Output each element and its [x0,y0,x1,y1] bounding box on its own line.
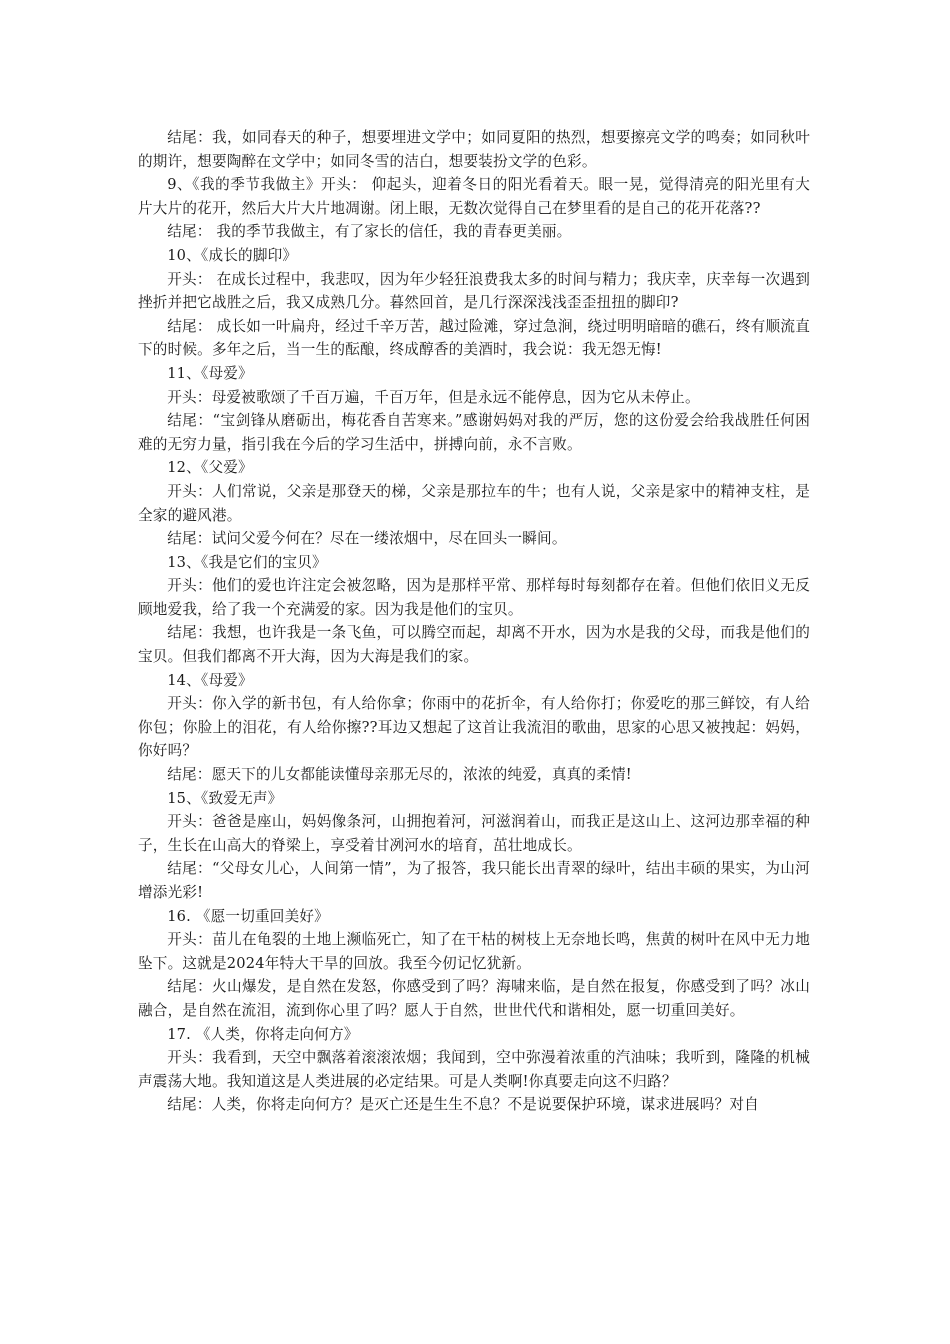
paragraph-item-10-ending: 结尾： 成长如一叶扁舟，经过千辛万苦，越过险滩，穿过急涧，绕过明明暗暗的礁石，终有顺流直下的时候。多年之后，当一生的酝酿，终成醇香的美酒时，我会说：我无怨无悔! [138,317,810,359]
paragraph-item-16-ending: 结尾：火山爆发，是自然在发怒，你感受到了吗？海啸来临，是自然在报复，你感受到了吗？冰山融合，是自然在流泪，流到你心里了吗？愿人于自然，世世代代和谐相处，愿一切重回美好。 [138,978,810,1019]
heading-item-15: 15、《致爱无声》 [167,789,283,807]
paragraph-item-16-opening: 开头：苗儿在龟裂的土地上濒临死亡，知了在干枯的树枝上无奈地长鸣，焦黄的树叶在风中无力地坠下。这就是2024年特大干旱的回放。我至今仞记忆犹新。 [138,931,810,972]
paragraph-item-11-ending: 结尾：“宝剑锋从磨砺出，梅花香自苦寒来。”感谢妈妈对我的严厉，您的这份爱会给我战胜任何困难的无穷力量，指引我在今后的学习生活中，拼搏向前，永不言败。 [138,412,810,453]
paragraph-item-12-opening: 开头：人们常说，父亲是那登天的梯，父亲是那拉车的牛；也有人说，父亲是家中的精神支柱，是全家的避风港。 [138,482,810,524]
paragraph-item-11-opening: 开头：母爱被歌颂了千百万遍，千百万年，但是永远不能停息，因为它从未停止。 [167,388,700,406]
paragraph-item-15-opening: 开头：爸爸是座山，妈妈像条河，山拥抱着河，河滋润着山，而我正是这山上、这河边那幸福的种子，生长在山高大的脊梁上，享受着甘冽河水的培育，茁壮地成长。 [138,813,810,854]
heading-item-12: 12、《父爱》 [167,459,253,477]
paragraph-item-14-opening: 开头：你入学的新书包，有人给你拿；你雨中的花折伞，有人给你打；你爱吃的那三鲜饺，有人给你包；你脸上的泪花，有人给你擦??耳边又想起了这首让我流泪的歌曲，思家的心思又被拽起：妈妈，你好吗？ [138,695,810,760]
heading-item-17: 17. 《人类，你将走向何方》 [167,1025,359,1043]
heading-item-14: 14、《母爱》 [167,671,253,689]
paragraph-item-15-ending: 结尾：“父母女儿心，人间第一情”，为了报答，我只能长出青翠的绿叶，结出丰硕的果实，为山河增添光彩! [138,860,810,901]
paragraph-item-17-opening: 开头：我看到，天空中飘落着滚滚浓烟；我闻到，空中弥漫着浓重的汽油味；我听到，隆隆的机械声震荡大地。我知道这是人类进展的必定结果。可是人类啊!你真要走向这不归路？ [138,1049,810,1090]
paragraph-item-9-opening: 9、《我的季节我做主》开头： 仰起头，迎着冬日的阳光看着天。眼一晃，觉得清亮的阳光里有大片大片的花开，然后大片大片地凋谢。闭上眼，无数次觉得自己在梦里看的是自己的花开花落?? [138,176,810,217]
heading-item-16: 16. 《愿一切重回美好》 [167,907,329,925]
paragraph-item-17-ending: 结尾：人类，你将走向何方？是灭亡还是生生不息？不是说要保护环境，谋求进展吗？对自 [167,1096,759,1114]
paragraph-item-14-ending: 结尾：愿天下的儿女都能读懂母亲那无尽的，浓浓的纯爱，真真的柔情! [167,766,632,784]
paragraph-item-13-opening: 开头：他们的爱也许注定会被忽略，因为是那样平常、那样每时每刻都存在着。但他们依旧义无反顾地爱我，给了我一个充满爱的家。因为我是他们的宝贝。 [138,577,810,618]
paragraph-item-10-opening: 开头： 在成长过程中，我悲叹，因为年少轻狂浪费我太多的时间与精力；我庆幸，庆幸每一次遇到挫折并把它战胜之后，我又成熟几分。暮然回首，是几行深深浅浅歪歪扭扭的脚印? [138,270,810,312]
heading-item-13: 13、《我是它们的宝贝》 [167,553,327,571]
paragraph-item-12-ending: 结尾：试问父爱今何在？尽在一缕浓烟中，尽在回头一瞬间。 [167,530,567,548]
paragraph-item-9-ending: 结尾： 我的季节我做主，有了家长的信任，我的青春更美丽。 [167,223,572,241]
paragraph-item-13-ending: 结尾：我想，也许我是一条飞鱼，可以腾空而起，却离不开水，因为水是我的父母，而我是他们的宝贝。但我们都离不开大海，因为大海是我们的家。 [138,624,810,666]
paragraph-ending-1: 结尾：我，如同春天的种子，想要埋进文学中；如同夏阳的热烈，想要擦亮文学的鸣奏；如同秋叶的期许，想要陶醉在文学中；如同冬雪的洁白，想要装扮文学的色彩。 [138,129,810,170]
heading-item-11: 11、《母爱》 [167,364,253,382]
heading-item-10: 10、《成长的脚印》 [167,246,298,264]
document-page [138,126,810,1117]
